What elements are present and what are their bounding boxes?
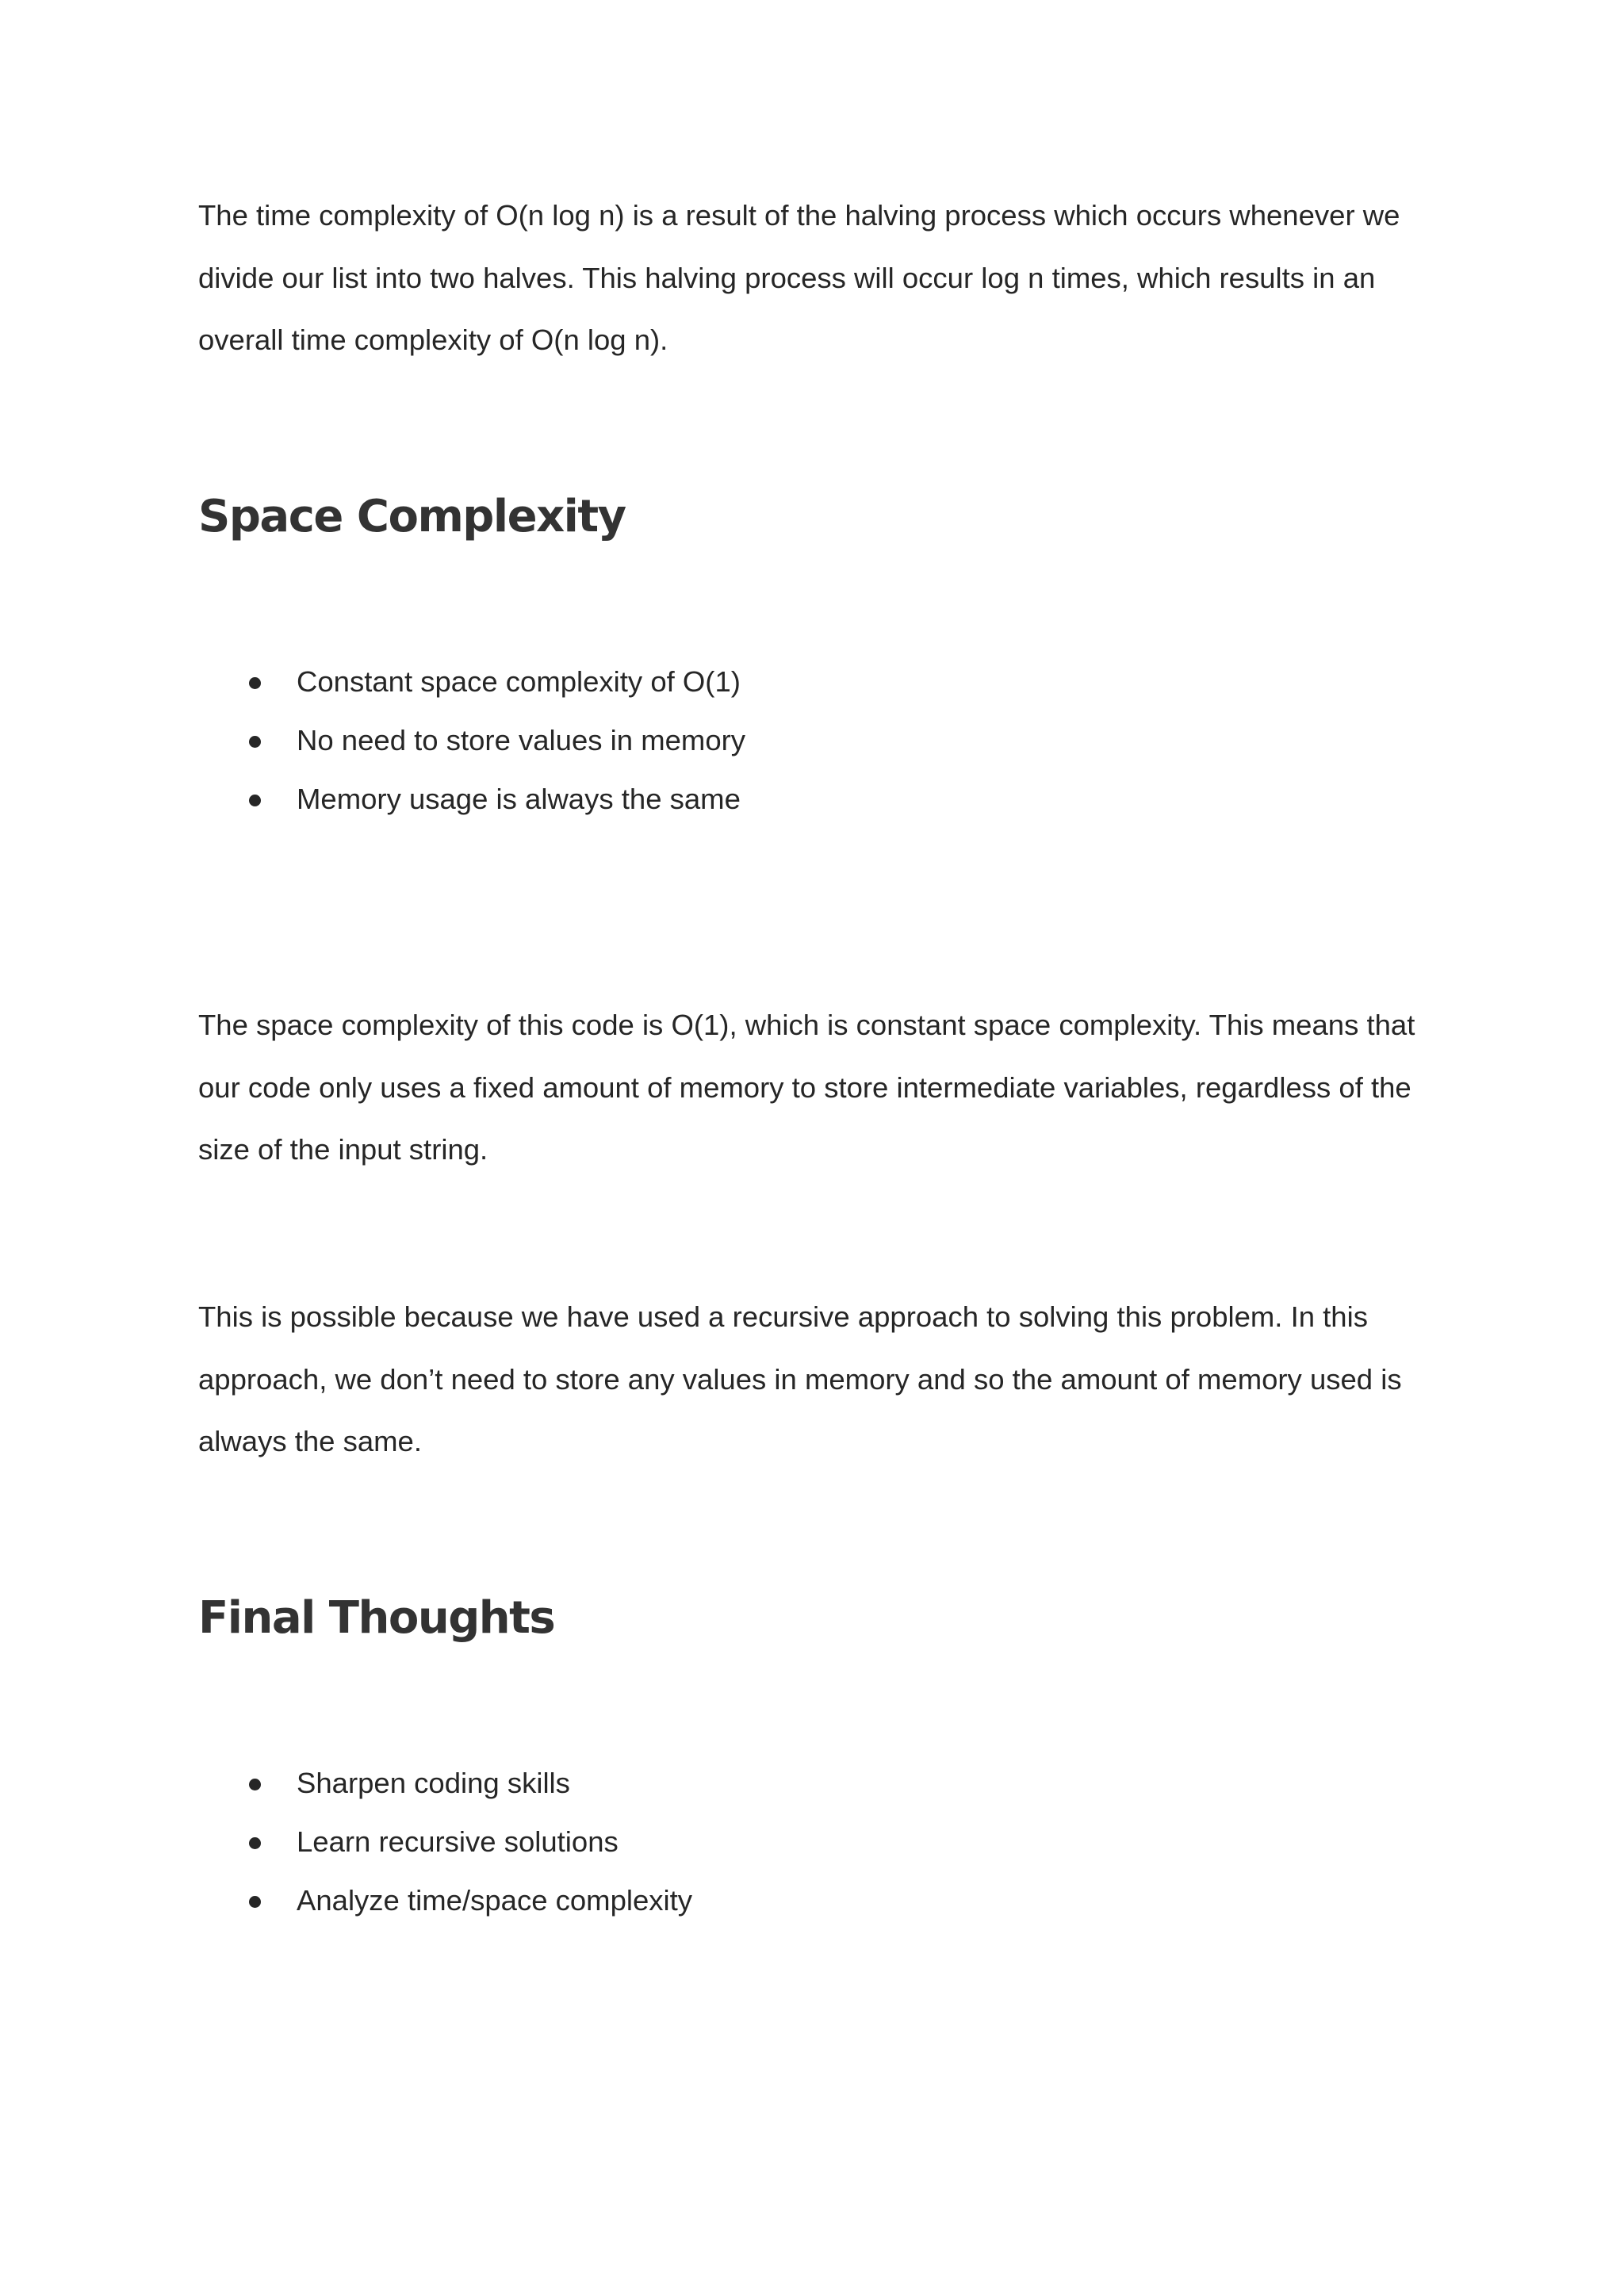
list-item xyxy=(198,1871,692,1930)
list-item xyxy=(198,653,745,711)
bullet-icon xyxy=(249,1896,261,1908)
list-item-text: Constant space complexity of O(1) xyxy=(297,665,741,698)
bullet-icon xyxy=(249,795,261,806)
list-item-text: No need to store values in memory xyxy=(297,724,746,756)
list-item xyxy=(198,1754,692,1813)
bullet-icon xyxy=(249,1837,261,1849)
final-thoughts-list xyxy=(198,1754,692,1930)
bullet-icon xyxy=(249,677,261,689)
list-item xyxy=(198,1813,692,1871)
list-item-text: Analyze time/space complexity xyxy=(297,1884,693,1917)
space-complexity-list xyxy=(198,653,745,829)
bullet-icon xyxy=(249,736,261,748)
list-item xyxy=(198,770,745,829)
list-item-text: Learn recursive solutions xyxy=(297,1825,619,1858)
bullet-icon xyxy=(249,1779,261,1790)
space-complexity-paragraph: The space complexity of this code is O(1), which is constant space complexity. This means that our code only uses a fixed amount of memory to store intermediate variables, regardless of the size of the input string. xyxy=(198,1009,1415,1166)
list-item xyxy=(198,711,745,770)
time-complexity-paragraph: The time complexity of O(n log n) is a result of the halving process which occurs whenever we divide our list into two halves. This halving process will occur log n times, which results in an overall time complexity of O(n log n). xyxy=(198,199,1400,356)
space-complexity-heading: Space Complexity xyxy=(198,491,626,542)
recursive-approach-paragraph: This is possible because we have used a recursive approach to solving this problem. In this approach, we don’t need to store any values in memory and so the amount of memory used is always the same. xyxy=(198,1300,1402,1457)
list-item-text: Memory usage is always the same xyxy=(297,783,741,815)
final-thoughts-heading: Final Thoughts xyxy=(198,1592,555,1644)
list-item-text: Sharpen coding skills xyxy=(297,1767,570,1799)
